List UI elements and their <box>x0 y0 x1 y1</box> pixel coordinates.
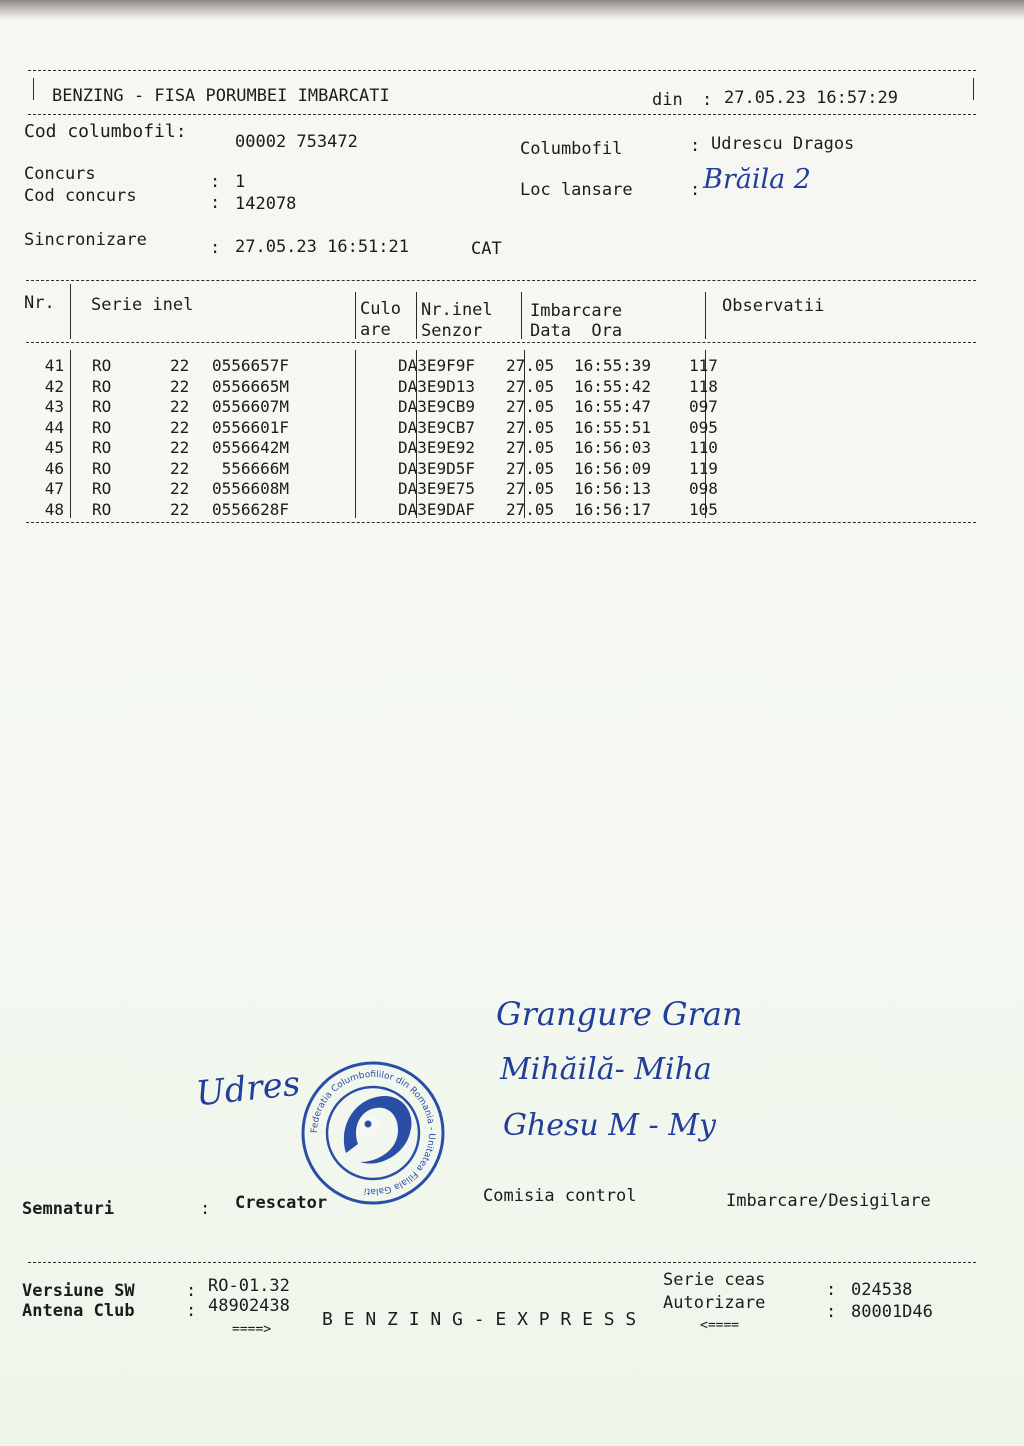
brand-left-arrow: ====> <box>232 1322 272 1337</box>
cell-data: 27.05 <box>506 376 555 396</box>
header-right-bar <box>973 78 974 100</box>
loc-lansare-label: Loc lansare <box>520 180 633 200</box>
concurs-value: 1 <box>235 172 246 192</box>
cod-concurs-label: Cod concurs <box>24 186 137 206</box>
cell-data: 27.05 <box>506 397 555 416</box>
cell-obs: 119 <box>689 458 718 478</box>
cell-nr: 42 <box>44 376 64 396</box>
receipt-page: BENZING - FISA PORUMBEI IMBARCATI din : 27.05.23 16:57:29 Cod columbofil: 00002 753472 Columbofil : Udrescu Dragos Concurs : 1 Cod concurs : 142078 Loc lansare : Brăila 2 Sincronizare : 27.05.23 16:51:21 CAT Nr. Serie inel Culo are Nr.inel Senzor Imbarcare Data Ora Observatii 41 RO 22 0556657F DA3E9F9F 27.05 16:55:39 117 42 RO 22 0556665M DA3E9D13 27.05 16:55:42 118 43 RO 22 0556607M DA3E9CB9 27.05 16:55:47 097 44 RO 22 0556601F DA3E9CB7 27.05 16:55:51 095 45 RO 22 0556642M DA3E9E92 27.05 16:56:03 110 46 RO 22 556666M DA3E9D5F 27.05 16:56:09 119 47 RO 22 0556608M DA3E9E75 27.05 16:56:13 098 48 RO 22 0556628F DA3E9DAF 27.05 16:56:17 105 Grangure Gran Mihăilă- Miha Ghesu M - My Udres Federatia Columbofililor din Romania - Unitatea Filiala Galati Semnaturi : Crescator Comisia control Imbarcare/Desigilare Versiune SW : RO-01.32 Antena Club : 48902438 ====> B E N Z I N G - E X P R E S S <==== Serie ceas Autorizare : : 024538 80001D46 <box>0 0 1024 1446</box>
th-nr: Nr. <box>24 293 55 313</box>
th-observatii: Observatii <box>722 296 825 316</box>
col-sep-nr <box>70 284 71 339</box>
cell-obs: 117 <box>689 356 718 375</box>
signature-crescator: Udres <box>194 1063 303 1115</box>
th-nrinel-2: Senzor <box>421 321 483 341</box>
cell-culoare <box>318 438 398 459</box>
table-row <box>30 500 749 521</box>
cell-tara: RO <box>92 499 112 519</box>
cell-obs: 095 <box>689 417 718 437</box>
cell-an: 22 <box>170 397 190 416</box>
cell-data: 27.05 <box>506 458 555 478</box>
sincronizare-value: 27.05.23 16:51:21 <box>235 237 409 257</box>
autorizare-value: 80001D46 <box>851 1302 933 1322</box>
table-header-rule <box>26 342 976 343</box>
cod-columbofil-label: Cod columbofil: <box>24 121 187 142</box>
col-sep-imbarcare <box>705 292 706 339</box>
serie-ceas-label: Serie ceas <box>663 1270 766 1290</box>
cell-nr: 48 <box>44 499 64 519</box>
table-bottom-rule <box>26 522 976 523</box>
cell-ora: 16:55:39 <box>574 356 652 375</box>
cell-nr: 44 <box>44 417 64 437</box>
cell-culoare <box>318 500 398 521</box>
signature-comisia-1: Grangure Gran <box>496 995 743 1033</box>
th-imbarcare-1: Imbarcare <box>530 301 623 321</box>
cell-culoare <box>318 397 398 418</box>
cell-nr: 47 <box>44 479 64 498</box>
cell-ora: 16:56:17 <box>574 499 652 519</box>
cell-culoare <box>318 377 398 398</box>
cell-ora: 16:55:42 <box>574 376 652 396</box>
cell-inel: 0556642M <box>212 438 290 457</box>
crescator-label: Crescator <box>235 1193 328 1213</box>
cell-obs: 118 <box>689 376 718 396</box>
cell-inel: 556666M <box>212 458 290 478</box>
cell-an: 22 <box>170 458 190 478</box>
cell-an: 22 <box>170 356 190 375</box>
cod-concurs-value: 142078 <box>235 194 297 214</box>
col-sep-senzor <box>521 292 522 339</box>
autorizare-label: Autorizare <box>663 1293 766 1313</box>
cell-senzor: DA3E9CB7 <box>398 417 476 437</box>
cell-tara: RO <box>92 376 112 396</box>
header-top-rule <box>28 70 976 71</box>
cell-tara: RO <box>92 417 112 437</box>
cell-senzor: DA3E9DAF <box>398 499 476 519</box>
columbofil-label: Columbofil <box>520 139 623 159</box>
cell-inel: 0556607M <box>212 397 290 416</box>
versiune-sw-label: Versiune SW <box>22 1281 135 1301</box>
cell-ora: 16:55:51 <box>574 417 652 437</box>
cell-data: 27.05 <box>506 438 555 457</box>
club-stamp-icon <box>298 1058 448 1208</box>
cell-an: 22 <box>170 438 190 457</box>
cell-culoare <box>318 479 398 500</box>
cell-an: 22 <box>170 479 190 498</box>
sincronizare-zone: CAT <box>471 239 502 259</box>
antena-club-value: 48902438 <box>208 1296 290 1316</box>
table-row <box>30 479 749 500</box>
header-bottom-rule <box>28 114 976 115</box>
cell-ora: 16:56:13 <box>574 479 652 498</box>
stamp-ring-text: Federatia Columbofililor din Romania - Unitatea Filiala Galati <box>309 1069 437 1197</box>
col-sep-serie <box>355 292 356 339</box>
cell-tara: RO <box>92 397 112 416</box>
cell-nr: 41 <box>44 356 64 375</box>
table-row <box>30 438 749 459</box>
cell-an: 22 <box>170 499 190 519</box>
header-title: BENZING - FISA PORUMBEI IMBARCATI <box>52 86 390 106</box>
cell-senzor: DA3E9F9F <box>398 356 476 375</box>
sincronizare-label: Sincronizare <box>24 230 147 250</box>
cell-culoare <box>318 356 398 377</box>
semnaturi-label: Semnaturi <box>22 1199 115 1219</box>
antena-club-label: Antena Club <box>22 1301 135 1321</box>
col-sep-culoare <box>416 292 417 339</box>
cell-nr: 46 <box>44 458 64 478</box>
footer-top-rule <box>28 1262 976 1263</box>
concurs-label: Concurs <box>24 164 96 184</box>
cell-culoare <box>318 459 398 480</box>
cell-ora: 16:55:47 <box>574 397 652 416</box>
cell-culoare <box>318 418 398 439</box>
cell-an: 22 <box>170 417 190 437</box>
table-row <box>30 377 749 398</box>
header-din-label: din <box>652 90 683 110</box>
cell-senzor: DA3E9E92 <box>398 438 476 457</box>
cell-nr: 45 <box>44 438 64 457</box>
brand-right-arrow: <==== <box>700 1318 740 1333</box>
cell-nr: 43 <box>44 397 64 416</box>
scan-edge-shadow <box>0 0 1024 20</box>
benzing-express-brand: B E N Z I N G - E X P R E S S <box>322 1309 637 1330</box>
columbofil-value: Udrescu Dragos <box>711 134 855 154</box>
cell-inel: 0556601F <box>212 417 290 437</box>
cell-an: 22 <box>170 376 190 396</box>
signature-comisia-3: Ghesu M - My <box>503 1108 716 1143</box>
table-row <box>30 356 749 377</box>
versiune-sw-value: RO-01.32 <box>208 1276 290 1296</box>
cell-obs: 097 <box>689 397 718 416</box>
table-row <box>30 459 749 480</box>
pigeon-table <box>30 356 749 520</box>
cell-obs: 105 <box>689 499 718 519</box>
comisia-control-label: Comisia control <box>483 1186 637 1206</box>
cell-ora: 16:56:03 <box>574 438 652 457</box>
cell-senzor: DA3E9D5F <box>398 458 476 478</box>
cell-tara: RO <box>92 438 112 457</box>
loc-lansare-handwritten: Brăila 2 <box>703 164 811 195</box>
cell-obs: 098 <box>689 479 718 498</box>
cell-inel: 0556628F <box>212 499 290 519</box>
cell-ora: 16:56:09 <box>574 458 652 478</box>
table-row <box>30 397 749 418</box>
serie-ceas-value: 024538 <box>851 1280 913 1300</box>
cell-senzor: DA3E9E75 <box>398 479 476 498</box>
cell-data: 27.05 <box>506 499 555 519</box>
cell-senzor: DA3E9CB9 <box>398 397 476 416</box>
cell-tara: RO <box>92 356 112 375</box>
cell-data: 27.05 <box>506 479 555 498</box>
cell-tara: RO <box>92 458 112 478</box>
header-left-bar <box>33 78 34 100</box>
cell-inel: 0556657F <box>212 356 290 375</box>
cod-columbofil-value: 00002 753472 <box>235 132 358 152</box>
th-culoare-2: are <box>360 320 391 340</box>
cell-inel: 0556608M <box>212 479 290 498</box>
header-din-value: 27.05.23 16:57:29 <box>724 88 898 108</box>
cell-tara: RO <box>92 479 112 498</box>
imbarcare-desigilare-label: Imbarcare/Desigilare <box>726 1191 931 1211</box>
th-imbarcare-2: Data Ora <box>530 321 623 341</box>
table-top-rule <box>26 280 976 281</box>
th-nrinel-1: Nr.inel <box>421 300 493 320</box>
cell-senzor: DA3E9D13 <box>398 376 476 396</box>
cell-inel: 0556665M <box>212 376 290 396</box>
th-serie-inel: Serie inel <box>91 295 194 315</box>
cell-data: 27.05 <box>506 356 555 375</box>
cell-data: 27.05 <box>506 417 555 437</box>
th-culoare-1: Culo <box>360 299 401 319</box>
signature-comisia-2: Mihăilă- Miha <box>500 1052 712 1087</box>
cell-obs: 110 <box>689 438 718 457</box>
table-row <box>30 418 749 439</box>
